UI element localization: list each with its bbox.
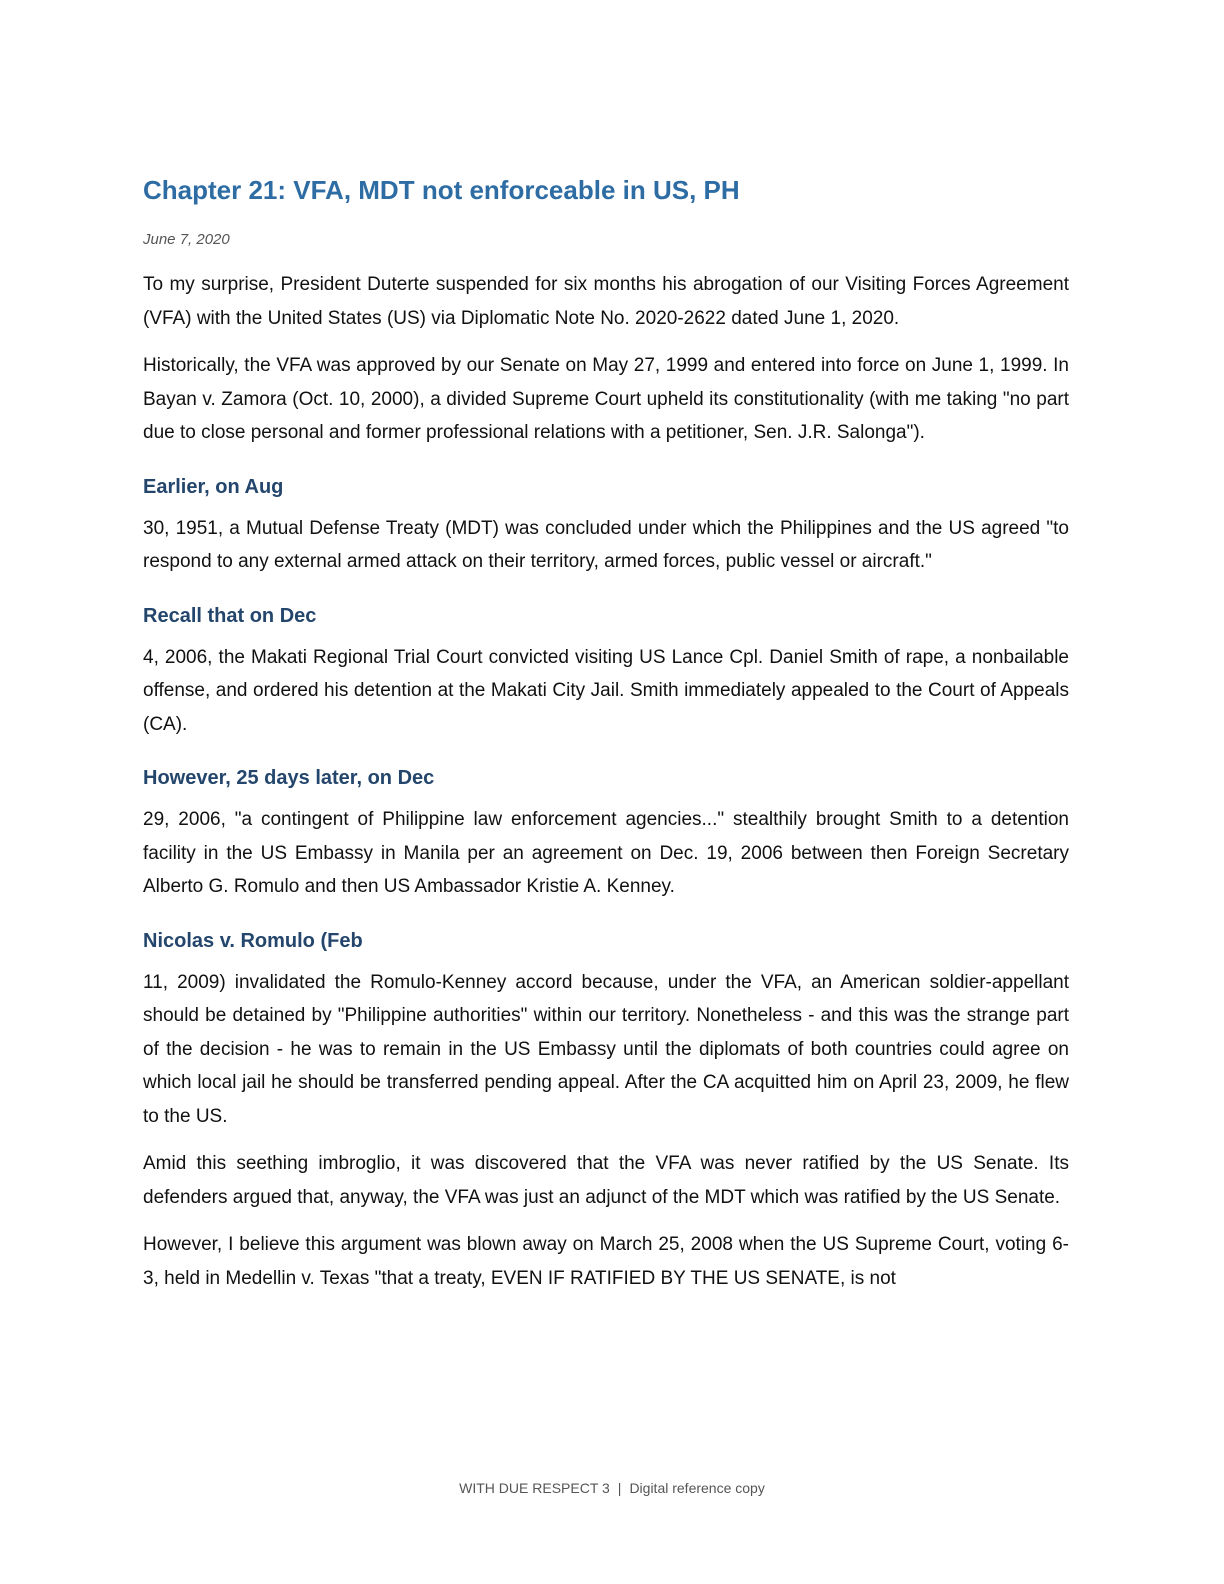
paragraph: 29, 2006, "a contingent of Philippine law enforcement agencies..." stealthily brought Smith to a detention facility in the US Embassy in Manila per an agreement on Dec. 19, 2006 between then Foreign Secretary Alberto G. Romulo and then US Ambassador Kristie A. Kenney. [143, 809, 1069, 897]
footer-copy-label: Digital reference copy [629, 1480, 765, 1496]
footer-page-label: WITH DUE RESPECT 3 [459, 1480, 610, 1496]
paragraph: However, I believe this argument was blown away on March 25, 2008 when the US Supreme Court, voting 6-3, held in Medellin v. Texas "that a treaty, EVEN IF RATIFIED BY THE US SENATE, is not [143, 1234, 1069, 1289]
page-content [143, 170, 1069, 1309]
footer-separator: | [617, 1480, 622, 1496]
paragraph: 11, 2009) invalidated the Romulo-Kenney accord because, under the VFA, an American soldier-appellant should be detained by "Philippine authorities" within our territory. Nonetheless - and this was the strange part of the decision - he was to remain in the US Embassy until the diplomats of both countries could agree on which local jail he should be transferred pending appeal. After the CA acquitted him on April 23, 2009, he flew to the US. [143, 971, 1069, 1127]
paragraph: 30, 1951, a Mutual Defense Treaty (MDT) was concluded under which the Philippines and the US agreed "to respond to any external armed attack on their territory, armed forces, public vessel or aircraft." [143, 517, 1069, 572]
section-heading: Earlier, on Aug [143, 475, 284, 498]
paragraph: Historically, the VFA was approved by our Senate on May 27, 1999 and entered into force on June 1, 1999. In Bayan v. Zamora (Oct. 10, 2000), a divided Supreme Court upheld its constitutionality (with me taking "no part due to close personal and former professional relations with a petitioner, Sen. J.R. Salonga"). [143, 355, 1069, 443]
section-heading: Recall that on Dec [143, 604, 317, 627]
paragraph: Amid this seething imbroglio, it was discovered that the VFA was never ratified by the US Senate. Its defenders argued that, anyway, the VFA was just an adjunct of the MDT which was ratified by the US Senate. [143, 1153, 1069, 1208]
paragraph: To my surprise, President Duterte suspended for six months his abrogation of our Visiting Forces Agreement (VFA) with the United States (US) via Diplomatic Note No. 2020-2622 dated June 1, 2020. [143, 274, 1069, 329]
chapter-title: Chapter 21: VFA, MDT not enforceable in US, PH [143, 175, 740, 205]
paragraph: 4, 2006, the Makati Regional Trial Court convicted visiting US Lance Cpl. Daniel Smith of rape, a nonbailable offense, and ordered his detention at the Makati City Jail. Smith immediately appealed to the Court of Appeals (CA). [143, 646, 1069, 735]
chapter-date: June 7, 2020 [143, 231, 230, 248]
section-heading: However, 25 days later, on Dec [143, 767, 435, 789]
page-footer [0, 1478, 1224, 1498]
section-heading: Nicolas v. Romulo (Feb [143, 929, 363, 952]
